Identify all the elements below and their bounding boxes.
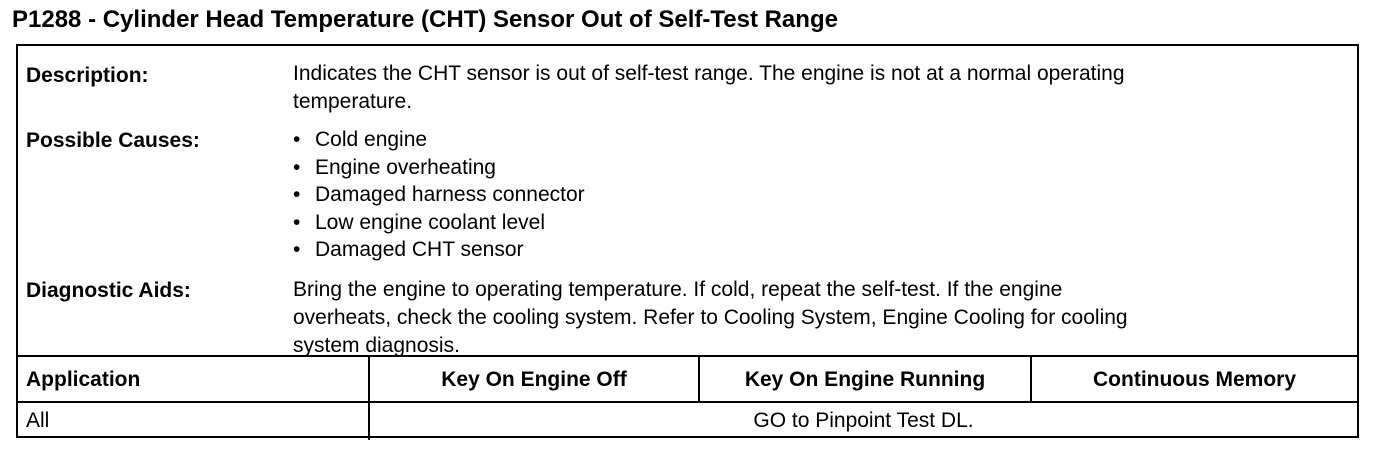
table-top-divider <box>18 355 1357 357</box>
list-item: • Low engine coolant level <box>293 209 585 237</box>
header-key-on-engine-off: Key On Engine Off <box>441 368 627 391</box>
table-row-divider <box>18 401 1357 403</box>
description-line-1: Indicates the CHT sensor is out of self-test range. The engine is not at a normal operating <box>293 62 1125 85</box>
list-item: • Cold engine <box>293 126 585 154</box>
description-line-2: temperature. <box>293 90 413 113</box>
list-item: • Damaged harness connector <box>293 181 585 209</box>
diagnostic-aids-text <box>293 276 1343 360</box>
possible-causes-list <box>293 126 585 264</box>
description-label: Description: <box>26 64 149 87</box>
list-item: • Engine overheating <box>293 154 585 182</box>
list-item: • Damaged CHT sensor <box>293 236 585 264</box>
cell-action: GO to Pinpoint Test DL. <box>753 409 974 432</box>
possible-causes-label: Possible Causes: <box>26 129 200 152</box>
header-key-on-engine-running: Key On Engine Running <box>744 368 986 391</box>
header-application: Application <box>26 368 141 391</box>
diagnostic-aids-line-3: system diagnosis. <box>293 334 460 357</box>
description-text <box>293 60 1343 116</box>
diagnostic-aids-line-1: Bring the engine to operating temperature. If cold, repeat the self-test. If the engine <box>293 278 1063 301</box>
cell-application: All <box>26 409 50 432</box>
diagnostic-aids-label: Diagnostic Aids: <box>26 279 191 302</box>
dtc-info-box <box>16 44 1359 438</box>
diagnostic-aids-line-2: overheats, check the cooling system. Refer to Cooling System, Engine Cooling for cooling <box>293 306 1128 329</box>
page-title: P1288 - Cylinder Head Temperature (CHT) Sensor Out of Self-Test Range <box>12 6 838 33</box>
header-continuous-memory: Continuous Memory <box>1093 368 1296 391</box>
